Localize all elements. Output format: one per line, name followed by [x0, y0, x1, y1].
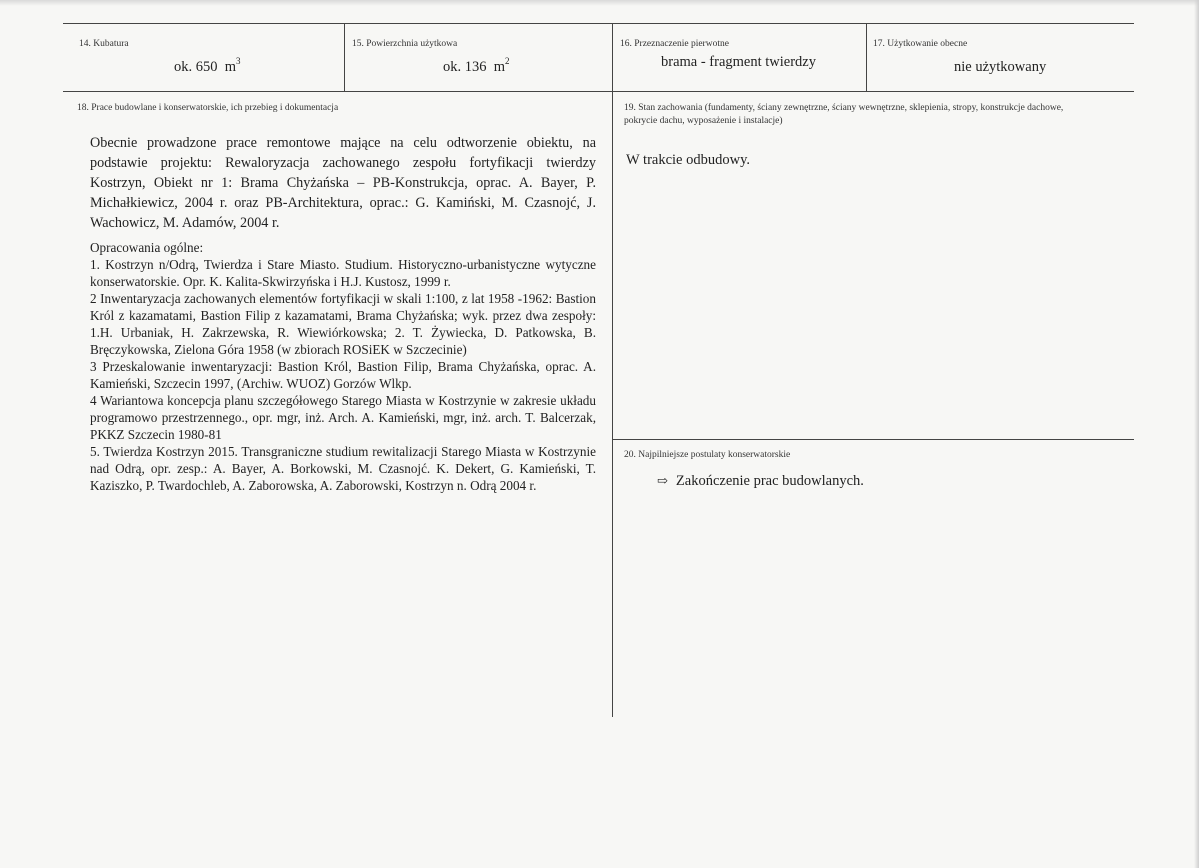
bibliography-item-1: 1. Kostrzyn n/Odrą, Twierdza i Stare Miasto. Studium. Historyczno-urbanistyczne wytyczne konserwatorskie. Opr. K. Kalita-Skwirzyńska i H.J. Kustosz, 1999 r. — [90, 257, 596, 289]
section18-bibliography — [90, 239, 596, 494]
uzytkowanie-value: nie użytkowany — [954, 59, 1047, 75]
section18-intro: Obecnie prowadzone prace remontowe mające na celu odtworzenie obiektu, na podstawie projektu: Rewaloryzacja zachowanego zespołu fortyfikacji twierdzy Kostrzyn, Obiekt nr 1: Brama Chyżańska – PB-Konstrukcja, oprac. A. Bayer, P. Michałkiewicz, 2004 r. oraz PB-Architektura, oprac.: G. Kamiński, M. Czasnojć, J. Wachowicz, M. Adamów, 2004 r. — [90, 135, 596, 231]
right-arrow-icon: ⇨ — [657, 473, 668, 488]
kubatura-unit-exp: 3 — [236, 56, 241, 66]
bibliography-item-3: 3 Przeskalowanie inwentaryzacji: Bastion Król, Bastion Filip, Brama Chyżańska, oprac. A. Kamieński, Szczecin 1997, (Archiw. WUOZ) Gorzów Wlkp. — [90, 359, 596, 391]
scan-right-shadow — [1194, 0, 1199, 868]
bibliography-item-5: 5. Twierdza Kostrzyn 2015. Transgraniczne studium rewitalizacji Starego Miasta w Kostrzynie nad Odrą, opr. zesp.: A. Bayer, A. Borkowski, M. Czasnojć. K. Dekert, G. Kamieński, T. Kaziszko, P. Twardochleb, A. Zaborowska, A. Zaborowski, Kostrzyn n. Odrą 2004 r. — [90, 444, 596, 493]
top-rule — [63, 23, 1134, 24]
powierzchnia-unit-exp: 2 — [505, 56, 510, 66]
powierzchnia-value — [443, 58, 510, 76]
divider-14-15 — [344, 23, 345, 92]
section20-label: 20. Najpilniejsze postulaty konserwatorskie — [624, 450, 791, 460]
bibliography-item-4: 4 Wariantowa koncepcja planu szczegółowego Starego Miasta w Kostrzynie w zakresie układu programowo przestrzennego., opr. mgr, inż. Arch. A. Kamieński, mgr, inż. arch. T. Balcerzak, PKKZ Szczecin 1980-81 — [90, 393, 596, 442]
section19-value: W trakcie odbudowy. — [626, 152, 751, 168]
przeznaczenie-label: 16. Przeznaczenie pierwotne — [620, 39, 729, 49]
powierzchnia-unit: m — [493, 59, 506, 75]
przeznaczenie-value: brama - fragment twierdzy — [661, 54, 816, 70]
scan-top-shadow — [0, 0, 1199, 6]
header-bottom-rule — [63, 91, 1134, 92]
kubatura-value — [174, 58, 241, 76]
divider-main — [612, 23, 613, 717]
section20-text: Zakończenie prac budowlanych. — [675, 473, 864, 489]
section18-label: 18. Prace budowlane i konserwatorskie, ich przebieg i dokumentacja — [77, 103, 339, 113]
kubatura-unit: m — [224, 59, 237, 75]
uzytkowanie-label: 17. Użytkowanie obecne — [873, 39, 968, 49]
bibliography-item-2: 2 Inwentaryzacja zachowanych elementów fortyfikacji w skali 1:100, z lat 1958 -1962: Bastion Król z kazamatami, Bastion Filip z kazamatami, Brama Chyżańska; wyk. przez dwa zespoły: 1.H. Urbaniak, H. Zakrzewska, R. Wiewiórkowska; 2. T. Żywiecka, D. Patkowska, B. Bręczykowska, Zielona Góra 1958 (w zbiorach ROSiEK w Szczecinie) — [90, 291, 596, 357]
powierzchnia-label: 15. Powierzchnia użytkowa — [352, 39, 458, 49]
section19-bottom-rule — [612, 439, 1134, 440]
divider-16-17 — [866, 23, 867, 92]
section19-label: 19. Stan zachowania (fundamenty, ściany zewnętrzne, ściany wewnętrzne, sklepienia, stropy, konstrukcje dachowe, pokrycie dachu, wyposażenie i instalacje) — [624, 103, 1064, 126]
section20-value — [657, 472, 864, 490]
powierzchnia-number: ok. 136 — [443, 59, 487, 75]
kubatura-label: 14. Kubatura — [79, 39, 129, 49]
bibliography-heading: Opracowania ogólne: — [90, 240, 204, 255]
kubatura-number: ok. 650 — [174, 59, 218, 75]
